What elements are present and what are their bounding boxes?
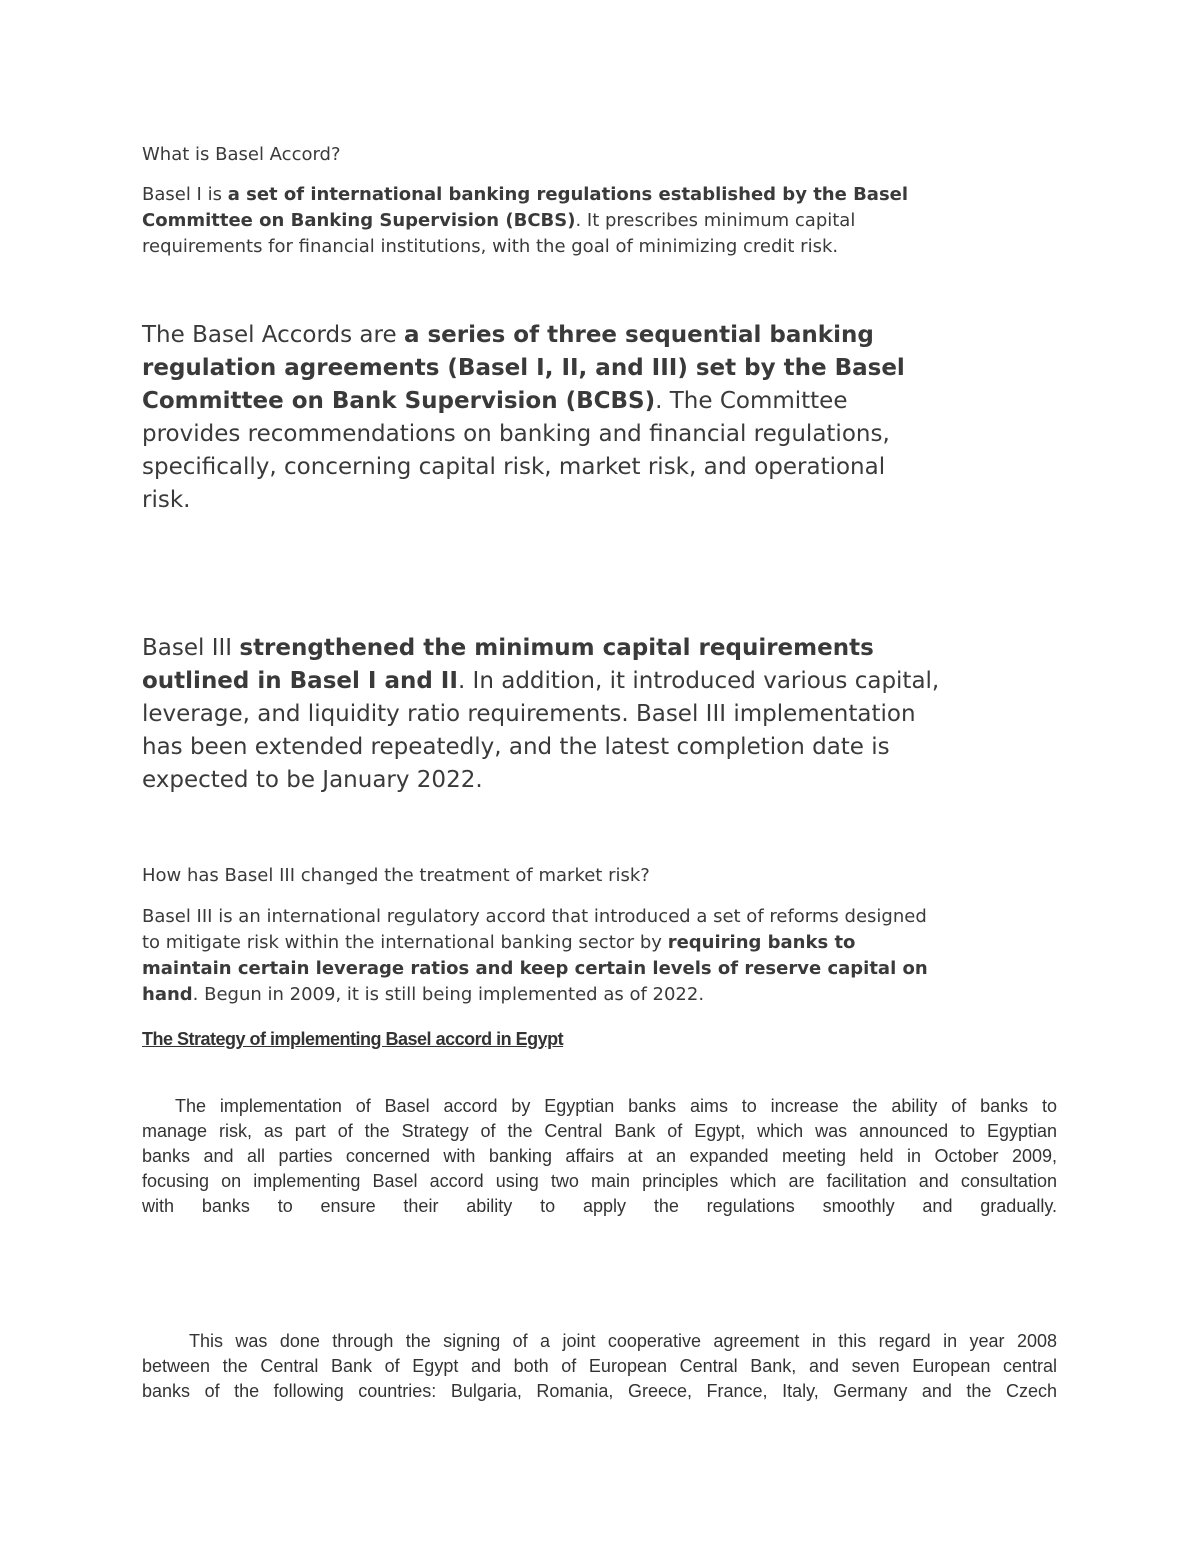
basel-i-paragraph bbox=[142, 182, 908, 260]
basel-accords-paragraph bbox=[142, 319, 905, 517]
egypt-strategy-heading: The Strategy of implementing Basel accord in Egypt bbox=[142, 1029, 564, 1049]
basel-iii-line-5: expected to be January 2022. bbox=[142, 767, 483, 793]
basel-iii-line-2: outlined in Basel I and II. In addition, it introduced various capital, bbox=[142, 668, 940, 694]
egypt-p1-line-4: focusing on implementing Basel accord using two main principles which are facilitation and consultation bbox=[142, 1171, 1057, 1191]
basel-i-line-1: Basel I is a set of international banking regulations established by the Basel bbox=[142, 184, 909, 205]
egypt-p1-line-2: manage risk, as part of the Strategy of the Central Bank of Egypt, which was announced to Egyptian bbox=[142, 1121, 1057, 1141]
question-what-is-basel: What is Basel Accord? bbox=[142, 144, 341, 165]
question-market-risk: How has Basel III changed the treatment of market risk? bbox=[142, 865, 650, 886]
accords-line-4: provides recommendations on banking and financial regulations, bbox=[142, 421, 890, 447]
accords-line-6: risk. bbox=[142, 487, 191, 513]
basel-iii-line-3: leverage, and liquidity ratio requirements. Basel III implementation bbox=[142, 701, 916, 727]
egypt-p2-line-3: banks of the following countries: Bulgaria, Romania, Greece, France, Italy, Germany and the Czech bbox=[142, 1381, 1057, 1401]
basel-i-line-2: Committee on Banking Supervision (BCBS). It prescribes minimum capital bbox=[142, 210, 856, 231]
market-risk-line-3: maintain certain leverage ratios and keep certain levels of reserve capital on bbox=[142, 958, 928, 979]
egypt-p2-line-1: This was done through the signing of a joint cooperative agreement in this regard in year 2008 bbox=[189, 1331, 1057, 1351]
egypt-p1-line-5: with banks to ensure their ability to apply the regulations smoothly and gradually. bbox=[142, 1196, 1057, 1216]
accords-line-3: Committee on Bank Supervision (BCBS). The Committee bbox=[142, 388, 848, 414]
market-risk-line-4: hand. Begun in 2009, it is still being implemented as of 2022. bbox=[142, 984, 705, 1005]
basel-i-line-3: requirements for financial institutions, with the goal of minimizing credit risk. bbox=[142, 236, 839, 257]
basel-iii-paragraph bbox=[142, 632, 939, 797]
egypt-paragraph-1 bbox=[142, 1094, 1057, 1219]
market-risk-line-2: to mitigate risk within the international banking sector by requiring banks to bbox=[142, 932, 856, 953]
egypt-p1-line-1: The implementation of Basel accord by Egyptian banks aims to increase the ability of banks to bbox=[175, 1096, 1057, 1116]
accords-line-2: regulation agreements (Basel I, II, and III) set by the Basel bbox=[142, 355, 905, 381]
egypt-paragraph-2 bbox=[142, 1329, 1057, 1404]
basel-iii-market-risk-paragraph bbox=[142, 904, 928, 1008]
egypt-p1-line-3: banks and all parties concerned with banking affairs at an expanded meeting held in October 2009, bbox=[142, 1146, 1057, 1166]
accords-line-1: The Basel Accords are a series of three sequential banking bbox=[142, 322, 874, 348]
basel-iii-line-4: has been extended repeatedly, and the latest completion date is bbox=[142, 734, 890, 760]
basel-iii-line-1: Basel III strengthened the minimum capital requirements bbox=[142, 635, 874, 661]
egypt-p2-line-2: between the Central Bank of Egypt and both of European Central Bank, and seven European central bbox=[142, 1356, 1057, 1376]
accords-line-5: specifically, concerning capital risk, market risk, and operational bbox=[142, 454, 886, 480]
market-risk-line-1: Basel III is an international regulatory accord that introduced a set of reforms designed bbox=[142, 906, 927, 927]
